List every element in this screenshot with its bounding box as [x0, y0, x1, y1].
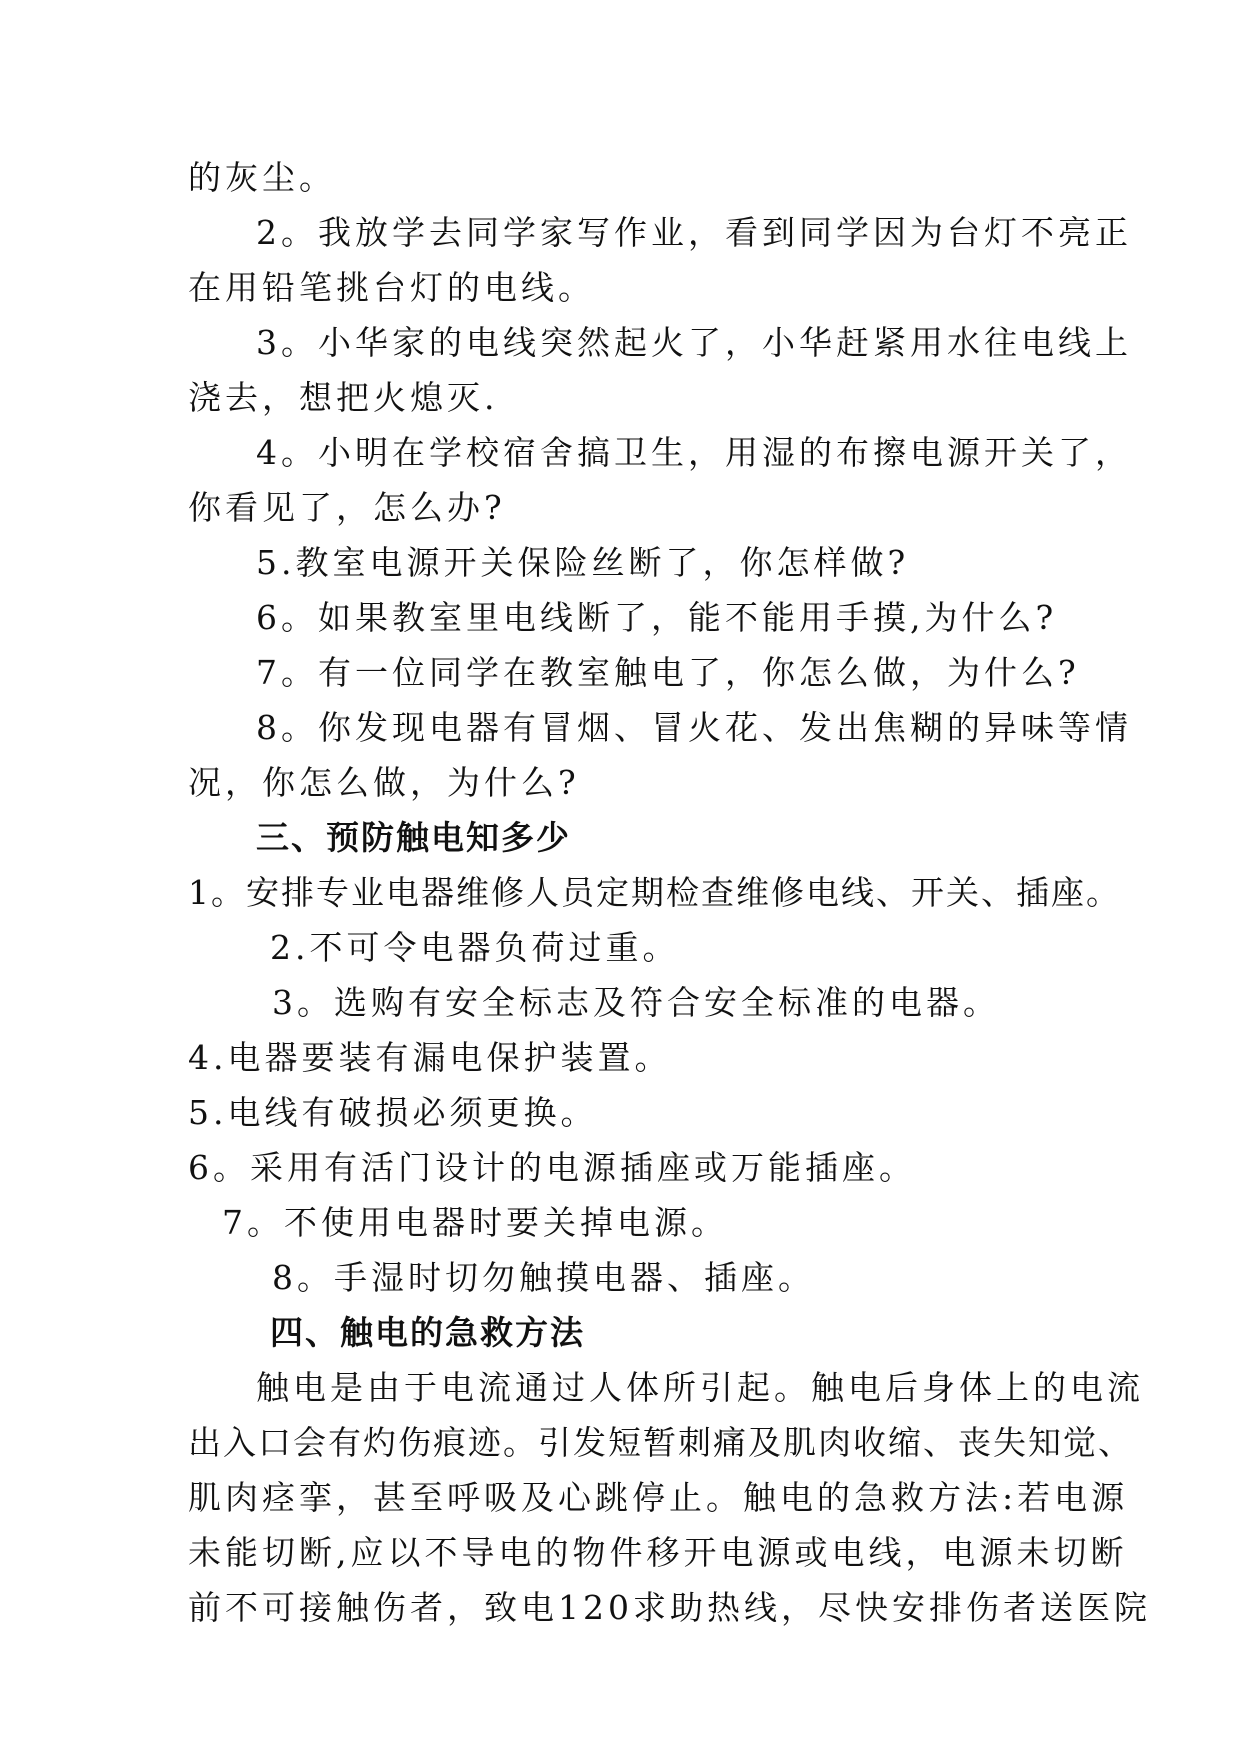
question-5: 5.教室电源开关保险丝断了，你怎样做? — [256, 543, 910, 582]
prevention-item-5: 5.电线有破损必须更换。 — [188, 1093, 598, 1132]
prevention-item-6: 6。采用有活门设计的电源插座或万能插座。 — [188, 1148, 916, 1187]
question-7: 7。有一位同学在教室触电了，你怎么做，为什么? — [256, 653, 1080, 692]
first-aid-paragraph-line-2: 出入口会有灼伤痕迹。引发短暂刺痛及肌肉收缩、丧失知觉、 — [188, 1423, 1133, 1462]
question-2-line-2: 在用铅笔挑台灯的电线。 — [188, 268, 595, 307]
first-aid-paragraph-line-4: 未能切断,应以不导电的物件移开电源或电线，电源未切断 — [188, 1533, 1128, 1572]
prevention-item-4: 4.电器要装有漏电保护装置。 — [188, 1038, 672, 1077]
question-3-line-2: 浇去，想把火熄灭. — [188, 378, 499, 417]
prevention-item-8: 8。手湿时切勿触摸电器、插座。 — [272, 1258, 815, 1297]
question-4-line-1: 4。小明在学校宿舍搞卫生，用湿的布擦电源开关了， — [256, 433, 1132, 472]
question-4-line-2: 你看见了，怎么办? — [188, 488, 506, 527]
question-3-line-1: 3。小华家的电线突然起火了，小华赶紧用水往电线上 — [256, 323, 1132, 362]
prevention-item-2: 2.不可令电器负荷过重。 — [270, 928, 680, 967]
first-aid-paragraph-line-5: 前不可接触伤者，致电120求助热线，尽快安排伤者送医院 — [188, 1588, 1151, 1627]
question-8-line-2: 况，你怎么做，为什么? — [188, 763, 580, 802]
paragraph-line: 的灰尘。 — [188, 158, 336, 197]
prevention-item-7: 7。不使用电器时要关掉电源。 — [222, 1203, 728, 1242]
first-aid-paragraph-line-1: 触电是由于电流通过人体所引起。触电后身体上的电流 — [256, 1368, 1144, 1407]
question-2-line-1: 2。我放学去同学家写作业，看到同学因为台灯不亮正 — [256, 213, 1132, 252]
section-4-heading: 四、触电的急救方法 — [270, 1313, 585, 1352]
section-3-heading: 三、预防触电知多少 — [256, 818, 571, 857]
prevention-item-1: 1。安排专业电器维修人员定期检查维修电线、开关、插座。 — [188, 873, 1121, 912]
question-6: 6。如果教室里电线断了，能不能用手摸,为什么? — [256, 598, 1058, 637]
prevention-item-3: 3。选购有安全标志及符合安全标准的电器。 — [272, 983, 1000, 1022]
first-aid-paragraph-line-3: 肌肉痉挛，甚至呼吸及心跳停止。触电的急救方法:若电源 — [188, 1478, 1129, 1517]
question-8-line-1: 8。你发现电器有冒烟、冒火花、发出焦糊的异味等情 — [256, 708, 1132, 747]
